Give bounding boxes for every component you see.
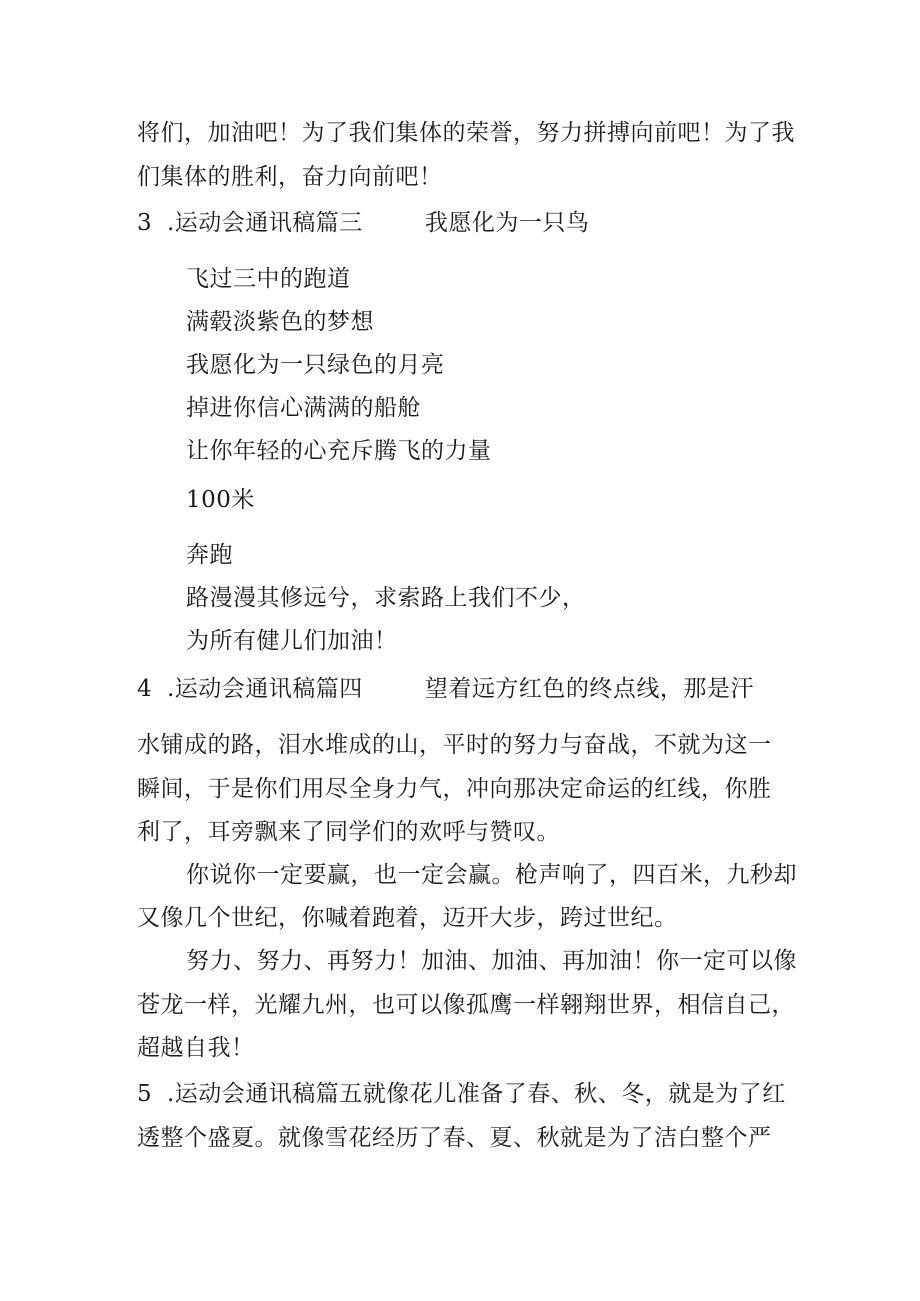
poem-line: 我愿化为一只绿色的月亮 [186,352,445,378]
section-heading-4 [137,675,754,703]
poem-line: 奔跑 [186,542,233,568]
paragraph-line: 苍龙一样，光耀九州，也可以像孤鹰一样翱翔世界，相信自己， [137,992,795,1018]
paragraph-line: 又像几个世纪，你喊着跑着，迈开大步，跨过世纪。 [137,905,678,931]
poem-line: 100米 [186,487,255,513]
section-number: 5 [137,1081,153,1107]
section-subtitle: 望着远方红色的终点线，那是汗 [424,676,754,702]
section-subtitle: 我愿化为一只鸟 [424,210,590,236]
poem-line: 为所有健儿们加油！ [186,628,398,654]
section-heading-5 [137,1080,786,1108]
paragraph-line: 努力、努力、再努力！加油、加油、再加油！你一定可以像 [186,948,797,974]
section-number: 3 [137,210,153,236]
section-heading-3 [137,209,589,237]
paragraph-line: 们集体的胜利，奋力向前吧！ [137,164,443,190]
paragraph-line: 瞬间，于是你们用尽全身力气，冲向那决定命运的红线，你胜 [137,776,772,802]
poem-line: 掉进你信心满满的船舱 [186,395,421,421]
paragraph-line: 将们，加油吧！为了我们集体的荣誉，努力拼搏向前吧！为了我 [137,120,795,146]
paragraph-line: 你说你一定要赢，也一定会赢。枪声响了，四百米，九秒却 [186,862,797,888]
paragraph-line: 透整个盛夏。就像雪花经历了春、夏、秋就是为了洁白整个严 [137,1125,772,1151]
paragraph-line: 利了，耳旁飘来了同学们的欢呼与赞叹。 [137,819,560,845]
section-title: .运动会通讯稿篇五就像花儿准备了春、秋、冬，就是为了红 [167,1081,786,1107]
section-title: .运动会通讯稿篇四 [167,676,363,702]
section-number: 4 [137,676,153,702]
poem-line: 让你年轻的心充斥腾飞的力量 [186,438,492,464]
paragraph-line: 水铺成的路，泪水堆成的山，平时的努力与奋战，不就为这一 [137,732,772,758]
poem-line: 飞过三中的跑道 [186,266,351,292]
poem-line: 满毂淡紫色的梦想 [186,309,374,335]
paragraph-line: 超越自我！ [137,1035,255,1061]
section-title: .运动会通讯稿篇三 [167,210,363,236]
poem-line: 路漫漫其修远兮，求索路上我们不少， [186,585,586,611]
